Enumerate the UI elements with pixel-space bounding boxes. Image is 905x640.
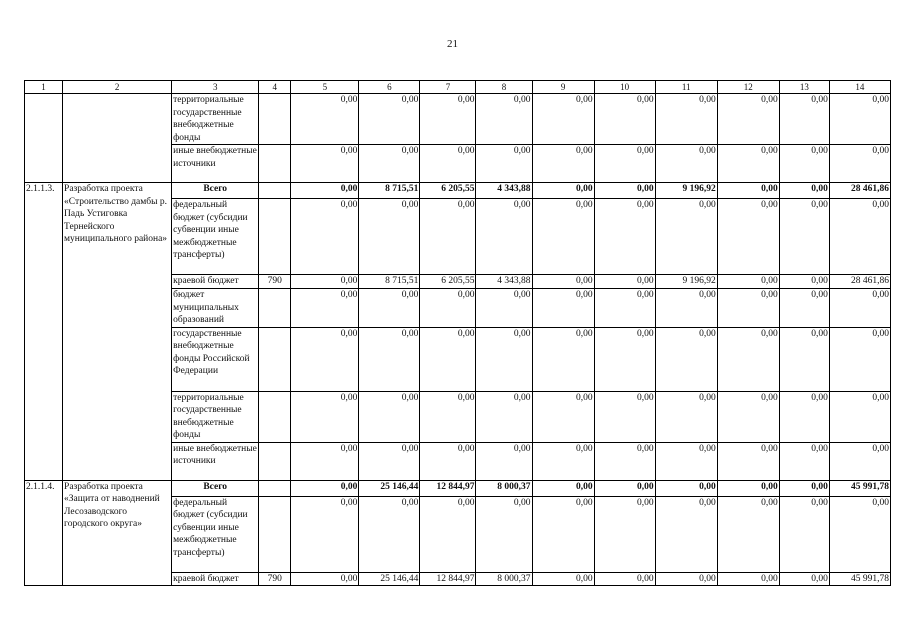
- code-number-cell: [259, 442, 291, 480]
- budget-table: [24, 80, 891, 586]
- total-label-cell: Всего: [172, 183, 259, 199]
- column-header: 12: [717, 81, 779, 94]
- value-cell: 0,00: [476, 289, 532, 328]
- value-cell: 0,00: [532, 480, 594, 496]
- value-cell: 0,00: [532, 327, 594, 391]
- value-cell: 0,00: [829, 327, 890, 391]
- title-cell: Разработка проекта «Защита от наводнений Лесозаводского городского округа»: [63, 480, 172, 586]
- value-cell: 4 343,88: [476, 183, 532, 199]
- value-cell: 45 991,78: [829, 572, 890, 586]
- value-cell: 0,00: [779, 391, 829, 442]
- code-number-cell: [259, 94, 291, 145]
- source-cell: федеральный бюджет (субсидии субвенции иные межбюджетные трансферты): [172, 199, 259, 275]
- value-cell: 0,00: [359, 199, 420, 275]
- value-cell: 0,00: [359, 442, 420, 480]
- value-cell: 0,00: [532, 94, 594, 145]
- value-cell: 0,00: [717, 572, 779, 586]
- value-cell: 0,00: [717, 391, 779, 442]
- value-cell: 0,00: [594, 94, 655, 145]
- code-number-cell: [259, 480, 291, 496]
- total-label-cell: Всего: [172, 480, 259, 496]
- value-cell: 0,00: [779, 289, 829, 328]
- value-cell: 0,00: [420, 199, 476, 275]
- code-number-cell: 790: [259, 275, 291, 289]
- value-cell: 0,00: [779, 327, 829, 391]
- code-number-cell: [259, 145, 291, 183]
- value-cell: 0,00: [291, 183, 359, 199]
- value-cell: 4 343,88: [476, 275, 532, 289]
- value-cell: 0,00: [717, 480, 779, 496]
- value-cell: 0,00: [779, 275, 829, 289]
- source-cell: краевой бюджет: [172, 275, 259, 289]
- value-cell: 0,00: [532, 289, 594, 328]
- value-cell: 0,00: [717, 275, 779, 289]
- value-cell: 0,00: [291, 496, 359, 572]
- code-number-cell: [259, 289, 291, 328]
- column-header: 10: [594, 81, 655, 94]
- value-cell: 28 461,86: [829, 183, 890, 199]
- value-cell: 0,00: [532, 275, 594, 289]
- source-cell: иные внебюджетные источники: [172, 442, 259, 480]
- value-cell: 0,00: [359, 391, 420, 442]
- value-cell: 0,00: [779, 496, 829, 572]
- value-cell: 0,00: [291, 572, 359, 586]
- value-cell: 0,00: [829, 199, 890, 275]
- value-cell: 0,00: [717, 145, 779, 183]
- value-cell: 0,00: [594, 145, 655, 183]
- column-header: 6: [359, 81, 420, 94]
- value-cell: 8 000,37: [476, 572, 532, 586]
- value-cell: 0,00: [359, 145, 420, 183]
- value-cell: 0,00: [779, 183, 829, 199]
- source-cell: краевой бюджет: [172, 572, 259, 586]
- value-cell: 28 461,86: [829, 275, 890, 289]
- value-cell: 0,00: [594, 275, 655, 289]
- value-cell: 0,00: [291, 289, 359, 328]
- value-cell: 0,00: [655, 289, 717, 328]
- value-cell: 0,00: [779, 572, 829, 586]
- value-cell: 0,00: [532, 199, 594, 275]
- value-cell: 6 205,55: [420, 183, 476, 199]
- value-cell: 0,00: [291, 391, 359, 442]
- value-cell: 0,00: [829, 289, 890, 328]
- column-header: 1: [25, 81, 63, 94]
- value-cell: 9 196,92: [655, 183, 717, 199]
- value-cell: 0,00: [779, 199, 829, 275]
- value-cell: 0,00: [655, 199, 717, 275]
- value-cell: 0,00: [655, 572, 717, 586]
- value-cell: 0,00: [829, 145, 890, 183]
- table-body: [25, 81, 891, 586]
- value-cell: 0,00: [420, 145, 476, 183]
- value-cell: 0,00: [655, 145, 717, 183]
- value-cell: 0,00: [476, 327, 532, 391]
- value-cell: 0,00: [779, 480, 829, 496]
- code-number-cell: [259, 183, 291, 199]
- value-cell: 0,00: [594, 327, 655, 391]
- value-cell: 8 715,51: [359, 275, 420, 289]
- value-cell: 0,00: [717, 183, 779, 199]
- value-cell: 0,00: [829, 391, 890, 442]
- source-cell: федеральный бюджет (субсидии субвенции иные межбюджетные трансферты): [172, 496, 259, 572]
- value-cell: 0,00: [829, 94, 890, 145]
- value-cell: 0,00: [655, 327, 717, 391]
- source-cell: территориальные государственные внебюджетные фонды: [172, 391, 259, 442]
- value-cell: 0,00: [532, 391, 594, 442]
- code-number-cell: [259, 391, 291, 442]
- value-cell: 12 844,97: [420, 480, 476, 496]
- value-cell: 0,00: [655, 496, 717, 572]
- value-cell: 0,00: [594, 572, 655, 586]
- code-cell: [25, 94, 63, 183]
- value-cell: 0,00: [655, 94, 717, 145]
- value-cell: 0,00: [594, 442, 655, 480]
- code-cell: 2.1.1.3.: [25, 183, 63, 481]
- column-header: 5: [291, 81, 359, 94]
- value-cell: 0,00: [291, 199, 359, 275]
- total-row: [25, 183, 891, 199]
- value-cell: 9 196,92: [655, 275, 717, 289]
- code-number-cell: [259, 496, 291, 572]
- value-cell: 0,00: [594, 289, 655, 328]
- value-cell: 0,00: [476, 94, 532, 145]
- value-cell: 6 205,55: [420, 275, 476, 289]
- value-cell: 0,00: [655, 442, 717, 480]
- title-cell: [63, 94, 172, 183]
- value-cell: 0,00: [291, 480, 359, 496]
- value-cell: 0,00: [291, 442, 359, 480]
- source-cell: иные внебюджетные источники: [172, 145, 259, 183]
- value-cell: 12 844,97: [420, 572, 476, 586]
- column-header: 9: [532, 81, 594, 94]
- value-cell: 8 715,51: [359, 183, 420, 199]
- column-header: 13: [779, 81, 829, 94]
- value-cell: 0,00: [717, 496, 779, 572]
- page-number: 21: [447, 38, 458, 50]
- value-cell: 0,00: [532, 496, 594, 572]
- source-cell: государственные внебюджетные фонды Российской Федерации: [172, 327, 259, 391]
- value-cell: 0,00: [717, 327, 779, 391]
- code-cell: 2.1.1.4.: [25, 480, 63, 586]
- value-cell: 0,00: [594, 183, 655, 199]
- value-cell: 0,00: [532, 145, 594, 183]
- value-cell: 0,00: [420, 496, 476, 572]
- total-row: [25, 480, 891, 496]
- value-cell: 0,00: [476, 442, 532, 480]
- value-cell: 0,00: [532, 183, 594, 199]
- column-header: 8: [476, 81, 532, 94]
- table-row: [25, 94, 891, 145]
- header-row: [25, 81, 891, 94]
- value-cell: 0,00: [420, 327, 476, 391]
- value-cell: 0,00: [594, 496, 655, 572]
- value-cell: 45 991,78: [829, 480, 890, 496]
- column-header: 3: [172, 81, 259, 94]
- value-cell: 0,00: [779, 442, 829, 480]
- title-cell: Разработка проекта «Строительство дамбы р. Падь Устиговка Тернейского муниципального района»: [63, 183, 172, 481]
- column-header: 7: [420, 81, 476, 94]
- value-cell: 0,00: [717, 199, 779, 275]
- value-cell: 0,00: [476, 199, 532, 275]
- column-header: 14: [829, 81, 890, 94]
- source-cell: бюджет муниципальных образований: [172, 289, 259, 328]
- value-cell: 0,00: [291, 94, 359, 145]
- source-cell: территориальные государственные внебюджетные фонды: [172, 94, 259, 145]
- value-cell: 0,00: [594, 480, 655, 496]
- column-header: 2: [63, 81, 172, 94]
- value-cell: 0,00: [655, 391, 717, 442]
- value-cell: 0,00: [594, 199, 655, 275]
- value-cell: 0,00: [779, 145, 829, 183]
- value-cell: 0,00: [291, 145, 359, 183]
- column-header: 11: [655, 81, 717, 94]
- value-cell: 0,00: [476, 145, 532, 183]
- code-number-cell: 790: [259, 572, 291, 586]
- value-cell: 0,00: [779, 94, 829, 145]
- value-cell: 8 000,37: [476, 480, 532, 496]
- value-cell: 0,00: [420, 391, 476, 442]
- value-cell: 0,00: [829, 496, 890, 572]
- value-cell: 0,00: [291, 327, 359, 391]
- value-cell: 0,00: [717, 442, 779, 480]
- column-header: 4: [259, 81, 291, 94]
- value-cell: 0,00: [291, 275, 359, 289]
- value-cell: 0,00: [359, 289, 420, 328]
- value-cell: 0,00: [359, 496, 420, 572]
- value-cell: 25 146,44: [359, 480, 420, 496]
- value-cell: 0,00: [717, 289, 779, 328]
- value-cell: 0,00: [420, 442, 476, 480]
- value-cell: 25 146,44: [359, 572, 420, 586]
- value-cell: 0,00: [829, 442, 890, 480]
- value-cell: 0,00: [717, 94, 779, 145]
- value-cell: 0,00: [359, 327, 420, 391]
- value-cell: 0,00: [359, 94, 420, 145]
- code-number-cell: [259, 199, 291, 275]
- value-cell: 0,00: [655, 480, 717, 496]
- value-cell: 0,00: [420, 289, 476, 328]
- value-cell: 0,00: [420, 94, 476, 145]
- value-cell: 0,00: [532, 572, 594, 586]
- code-number-cell: [259, 327, 291, 391]
- value-cell: 0,00: [594, 391, 655, 442]
- value-cell: 0,00: [476, 391, 532, 442]
- value-cell: 0,00: [476, 496, 532, 572]
- value-cell: 0,00: [532, 442, 594, 480]
